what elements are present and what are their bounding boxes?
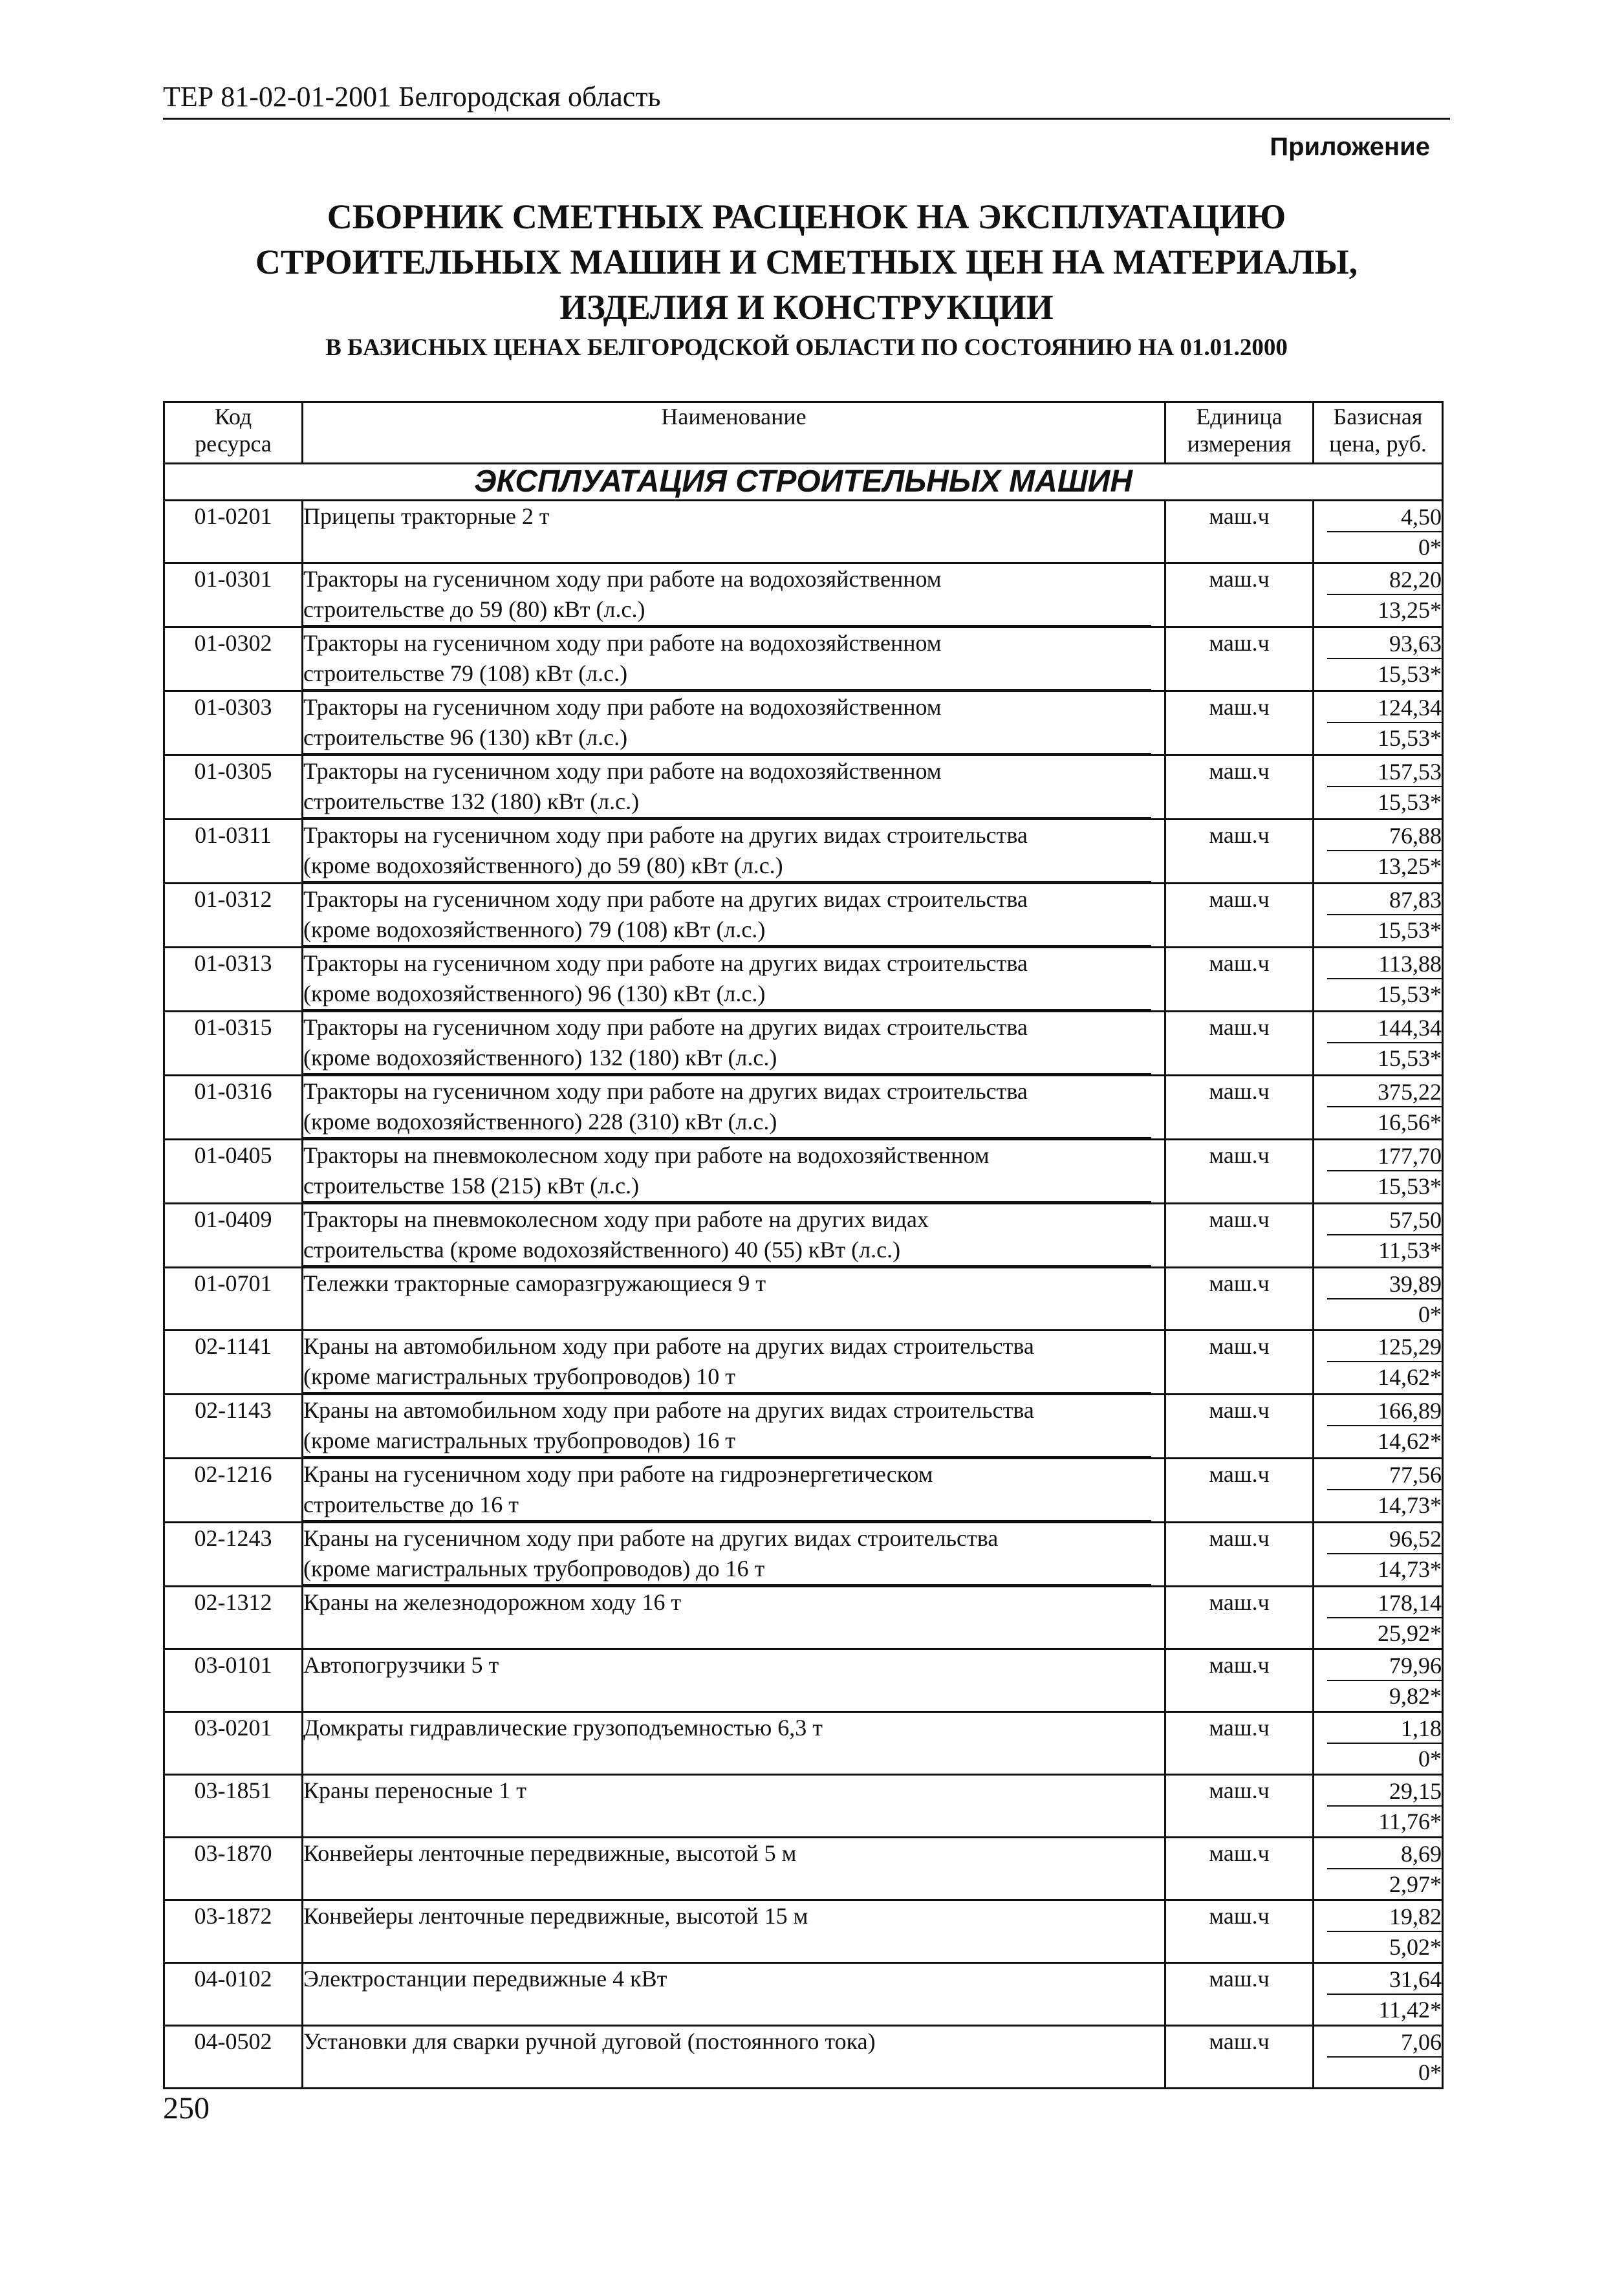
wage-price: 13,25* [1378,853,1442,879]
resource-name-line1: Тракторы на гусеничном ходу при работе на других видах строительства [303,950,1028,976]
resource-name-line2: строительства (кроме водохозяйственного) 40 (55) кВт (л.с.) [303,1235,1151,1266]
resource-code: 01-0302 [164,627,303,691]
resource-name-line1: Прицепы тракторные 2 т [303,503,550,529]
wage-price: 0* [1418,1746,1442,1772]
wage-price: 16,56* [1378,1109,1442,1135]
wage-price: 25,92* [1378,1620,1442,1646]
unit-of-measure: маш.ч [1165,1395,1314,1459]
table-row [164,501,1443,563]
header-name: Наименование [303,402,1165,464]
wage-price: 2,97* [1389,1871,1442,1897]
resource-code: 01-0305 [164,755,303,820]
resource-code: 01-0316 [164,1076,303,1140]
wage-price: 13,25* [1378,597,1442,623]
resource-code: 01-0301 [164,563,303,627]
table-row [164,1712,1443,1775]
base-price-cell [1314,501,1443,563]
resource-name-line1: Тележки тракторные саморазгружающиеся 9 т [303,1270,766,1296]
resource-code: 01-0409 [164,1204,303,1268]
base-price: 87,83 [1327,884,1442,915]
unit-of-measure: маш.ч [1165,884,1314,948]
base-price: 178,14 [1327,1587,1442,1618]
resource-name-line1: Тракторы на пневмоколесном ходу при работе на других видах [303,1206,929,1232]
wage-price: 11,76* [1378,1809,1442,1834]
resource-name-line2: строительстве 158 (215) кВт (л.с.) [303,1171,1151,1202]
resource-name-line2: строительстве 79 (108) кВт (л.с.) [303,658,1151,690]
resource-name [303,948,1165,1012]
wage-price: 11,53* [1378,1237,1442,1263]
resource-name-line1: Краны переносные 1 т [303,1777,526,1803]
table-row [164,691,1443,755]
header-code-line1: Код [214,404,252,429]
table-row [164,1076,1443,1140]
table-row [164,1963,1443,2026]
resource-name [303,501,1165,563]
header-code [164,402,303,464]
resource-name [303,691,1165,755]
wage-price: 15,53* [1378,917,1442,943]
resource-code: 03-1870 [164,1838,303,1900]
resource-name-line1: Тракторы на гусеничном ходу при работе на водохозяйственном [303,758,942,784]
resource-name-line1: Тракторы на гусеничном ходу при работе на водохозяйственном [303,630,942,656]
wage-price: 14,73* [1378,1492,1442,1518]
unit-of-measure: маш.ч [1165,1775,1314,1838]
unit-of-measure: маш.ч [1165,501,1314,563]
base-price: 375,22 [1327,1076,1442,1107]
resource-name-line2: (кроме водохозяйственного) 79 (108) кВт (л.с.) [303,915,1151,946]
resource-name [303,563,1165,627]
table-header-row [164,402,1443,464]
resource-name [303,820,1165,884]
table-row [164,1012,1443,1076]
header-unit [1165,402,1314,464]
unit-of-measure: маш.ч [1165,2026,1314,2089]
base-price-cell [1314,2026,1443,2089]
resource-name-line1: Краны на гусеничном ходу при работе на других видах строительства [303,1525,999,1551]
title-line-1: СБОРНИК СМЕТНЫХ РАСЦЕНОК НА ЭКСПЛУАТАЦИЮ [327,197,1286,236]
section-title: ЭКСПЛУАТАЦИЯ СТРОИТЕЛЬНЫХ МАШИН [164,464,1443,501]
title-line-3: ИЗДЕЛИЯ И КОНСТРУКЦИИ [559,288,1054,327]
header-price-line1: Базисная [1333,404,1423,429]
base-price-cell [1314,1963,1443,2026]
resource-code: 01-0313 [164,948,303,1012]
base-price-cell [1314,1587,1443,1649]
wage-price: 14,62* [1378,1364,1442,1390]
resource-name [303,1012,1165,1076]
resource-name-line1: Тракторы на гусеничном ходу при работе на других видах строительства [303,822,1028,848]
unit-of-measure: маш.ч [1165,1963,1314,2026]
resource-name [303,1204,1165,1268]
header-code-line2: ресурса [195,431,272,457]
table-row [164,1523,1443,1587]
document-code: ТЕР 81-02-01-2001 Белгородская область [163,81,661,113]
base-price: 177,70 [1327,1140,1442,1171]
resource-code: 02-1216 [164,1459,303,1523]
resource-name-line1: Краны на гусеничном ходу при работе на гидроэнергетическом [303,1461,933,1487]
resource-name-line2: (кроме водохозяйственного) 96 (130) кВт (л.с.) [303,979,1151,1010]
table-row [164,884,1443,948]
table-row [164,1459,1443,1523]
resource-name-line1: Автопогрузчики 5 т [303,1652,499,1678]
resource-name [303,1331,1165,1395]
resource-name [303,755,1165,820]
unit-of-measure: маш.ч [1165,948,1314,1012]
resource-name-line1: Установки для сварки ручной дуговой (постоянного тока) [303,2028,876,2054]
resource-code: 01-0311 [164,820,303,884]
base-price-cell [1314,884,1443,948]
table-row [164,1649,1443,1712]
table-row [164,820,1443,884]
resource-name-line2: (кроме водохозяйственного) 228 (310) кВт (л.с.) [303,1107,1151,1138]
unit-of-measure: маш.ч [1165,1268,1314,1331]
resource-name [303,1395,1165,1459]
resource-name-line1: Тракторы на гусеничном ходу при работе на других видах строительства [303,1078,1028,1104]
base-price-cell [1314,1838,1443,1900]
base-price-cell [1314,1900,1443,1963]
resource-name-line1: Тракторы на гусеничном ходу при работе на других видах строительства [303,886,1028,912]
resource-code: 01-0201 [164,501,303,563]
table-row [164,1395,1443,1459]
unit-of-measure: маш.ч [1165,1012,1314,1076]
unit-of-measure: маш.ч [1165,1900,1314,1963]
header-price-line2: цена, руб. [1329,431,1427,457]
table-row [164,1140,1443,1204]
unit-of-measure: маш.ч [1165,820,1314,884]
base-price-cell [1314,1331,1443,1395]
wage-price: 14,73* [1378,1556,1442,1582]
resource-name-line1: Краны на железнодорожном ходу 16 т [303,1589,682,1615]
header-unit-line1: Единица [1196,404,1283,429]
unit-of-measure: маш.ч [1165,1587,1314,1649]
unit-of-measure: маш.ч [1165,1649,1314,1712]
resource-code: 01-0701 [164,1268,303,1331]
resource-name-line1: Электростанции передвижные 4 кВт [303,1966,667,1992]
wage-price: 15,53* [1378,789,1442,815]
appendix-label: Приложение [1270,133,1430,161]
base-price-cell [1314,948,1443,1012]
base-price: 124,34 [1327,692,1442,723]
unit-of-measure: маш.ч [1165,1076,1314,1140]
wage-price: 15,53* [1378,1173,1442,1199]
resource-name-line2: строительстве 96 (130) кВт (л.с.) [303,723,1151,754]
base-price-cell [1314,755,1443,820]
resource-name [303,1775,1165,1838]
wage-price: 5,02* [1389,1934,1442,1960]
resource-name [303,1712,1165,1775]
wage-price: 9,82* [1389,1683,1442,1709]
resource-name [303,1587,1165,1649]
resource-name [303,1523,1165,1587]
unit-of-measure: маш.ч [1165,1523,1314,1587]
header-unit-line2: измерения [1187,431,1292,457]
wage-price: 15,53* [1378,1045,1442,1071]
table-row [164,755,1443,820]
base-price: 4,50 [1327,501,1442,532]
header-price [1314,402,1443,464]
resource-name-line1: Конвейеры ленточные передвижные, высотой 15 м [303,1903,808,1929]
base-price: 93,63 [1327,628,1442,659]
resource-code: 03-1851 [164,1775,303,1838]
wage-price: 15,53* [1378,981,1442,1007]
resource-name-line2: строительстве до 16 т [303,1490,1151,1521]
resource-code: 03-0101 [164,1649,303,1712]
resource-name-line2: (кроме магистральных трубопроводов) 16 т [303,1426,1151,1457]
resource-code: 01-0405 [164,1140,303,1204]
resource-code: 04-0102 [164,1963,303,2026]
base-price: 82,20 [1327,564,1442,595]
table-row [164,1268,1443,1331]
resource-name-line1: Конвейеры ленточные передвижные, высотой 5 м [303,1840,797,1866]
base-price-cell [1314,1712,1443,1775]
unit-of-measure: маш.ч [1165,563,1314,627]
resource-name-line1: Домкраты гидравлические грузоподъемностью 6,3 т [303,1715,823,1741]
resource-code: 02-1143 [164,1395,303,1459]
unit-of-measure: маш.ч [1165,755,1314,820]
resource-name-line1: Краны на автомобильном ходу при работе на других видах строительства [303,1397,1034,1423]
table-body [164,464,1443,2089]
resource-name-line2: строительстве 132 (180) кВт (л.с.) [303,787,1151,818]
document-title [163,194,1450,330]
resource-name [303,2026,1165,2089]
base-price-cell [1314,563,1443,627]
wage-price: 11,42* [1378,1997,1442,2023]
title-line-2: СТРОИТЕЛЬНЫХ МАШИН И СМЕТНЫХ ЦЕН НА МАТЕРИАЛЫ, [255,243,1358,281]
resource-code: 03-1872 [164,1900,303,1963]
base-price-cell [1314,1523,1443,1587]
unit-of-measure: маш.ч [1165,627,1314,691]
base-price-cell [1314,1268,1443,1331]
table-row [164,1331,1443,1395]
unit-of-measure: маш.ч [1165,1204,1314,1268]
resource-code: 01-0315 [164,1012,303,1076]
running-header [163,79,1450,120]
resource-code: 01-0312 [164,884,303,948]
resource-name-line2: (кроме магистральных трубопроводов) до 16 т [303,1554,1151,1585]
unit-of-measure: маш.ч [1165,1140,1314,1204]
resource-name-line2: (кроме водохозяйственного) 132 (180) кВт (л.с.) [303,1043,1151,1074]
base-price: 29,15 [1327,1776,1442,1807]
base-price-cell [1314,1459,1443,1523]
base-price: 125,29 [1327,1331,1442,1362]
base-price: 19,82 [1327,1901,1442,1932]
wage-price: 14,62* [1378,1428,1442,1454]
wage-price: 0* [1418,2059,1442,2085]
base-price: 166,89 [1327,1395,1442,1426]
resource-name-line2: (кроме магистральных трубопроводов) 10 т [303,1362,1151,1393]
resource-name-line1: Тракторы на гусеничном ходу при работе на водохозяйственном [303,694,942,720]
resource-name-line1: Тракторы на гусеничном ходу при работе на других видах строительства [303,1014,1028,1040]
base-price-cell [1314,820,1443,884]
base-price: 113,88 [1327,948,1442,979]
resource-name-line2: строительстве до 59 (80) кВт (л.с.) [303,594,1151,626]
table-row [164,563,1443,627]
wage-price: 15,53* [1378,661,1442,687]
base-price-cell [1314,1140,1443,1204]
price-table [163,401,1444,2089]
table-row [164,948,1443,1012]
base-price: 57,50 [1327,1204,1442,1235]
resource-name [303,1838,1165,1900]
resource-name [303,1076,1165,1140]
resource-name-line2: (кроме водохозяйственного) до 59 (80) кВт (л.с.) [303,851,1151,882]
table-row [164,1587,1443,1649]
unit-of-measure: маш.ч [1165,1712,1314,1775]
resource-code: 01-0303 [164,691,303,755]
resource-code: 02-1243 [164,1523,303,1587]
base-price-cell [1314,1012,1443,1076]
base-price: 144,34 [1327,1012,1442,1043]
table-row [164,1204,1443,1268]
base-price-cell [1314,1395,1443,1459]
resource-name-line1: Краны на автомобильном ходу при работе на других видах строительства [303,1333,1034,1359]
resource-name [303,1900,1165,1963]
base-price: 8,69 [1327,1838,1442,1869]
resource-name [303,1268,1165,1331]
base-price-cell [1314,1204,1443,1268]
resource-name [303,627,1165,691]
base-price: 76,88 [1327,820,1442,851]
unit-of-measure: маш.ч [1165,1838,1314,1900]
resource-name-line1: Тракторы на пневмоколесном ходу при работе на водохозяйственном [303,1142,990,1168]
base-price-cell [1314,1076,1443,1140]
resource-name [303,1459,1165,1523]
base-price: 77,56 [1327,1459,1442,1490]
unit-of-measure: маш.ч [1165,1459,1314,1523]
resource-name-line1: Тракторы на гусеничном ходу при работе на водохозяйственном [303,566,942,592]
base-price: 96,52 [1327,1523,1442,1554]
base-price-cell [1314,691,1443,755]
base-price-cell [1314,1775,1443,1838]
unit-of-measure: маш.ч [1165,1331,1314,1395]
base-price: 157,53 [1327,756,1442,787]
resource-name [303,1963,1165,2026]
table-row [164,1900,1443,1963]
document-subtitle: В БАЗИСНЫХ ЦЕНАХ БЕЛГОРОДСКОЙ ОБЛАСТИ ПО СОСТОЯНИЮ НА 01.01.2000 [325,334,1288,361]
base-price: 79,96 [1327,1650,1442,1681]
table-row [164,627,1443,691]
table-row [164,1775,1443,1838]
wage-price: 15,53* [1378,725,1442,751]
table-row [164,1838,1443,1900]
resource-code: 03-0201 [164,1712,303,1775]
unit-of-measure: маш.ч [1165,691,1314,755]
resource-name [303,1649,1165,1712]
resource-name [303,884,1165,948]
resource-code: 02-1312 [164,1587,303,1649]
base-price: 7,06 [1327,2027,1442,2058]
section-row [164,464,1443,501]
base-price-cell [1314,1649,1443,1712]
resource-code: 02-1141 [164,1331,303,1395]
base-price-cell [1314,627,1443,691]
resource-name [303,1140,1165,1204]
base-price: 31,64 [1327,1964,1442,1995]
resource-code: 04-0502 [164,2026,303,2089]
wage-price: 0* [1418,534,1442,560]
base-price: 39,89 [1327,1268,1442,1299]
base-price: 1,18 [1327,1713,1442,1744]
page-number: 250 [163,2091,210,2125]
wage-price: 0* [1418,1301,1442,1327]
table-row [164,2026,1443,2089]
